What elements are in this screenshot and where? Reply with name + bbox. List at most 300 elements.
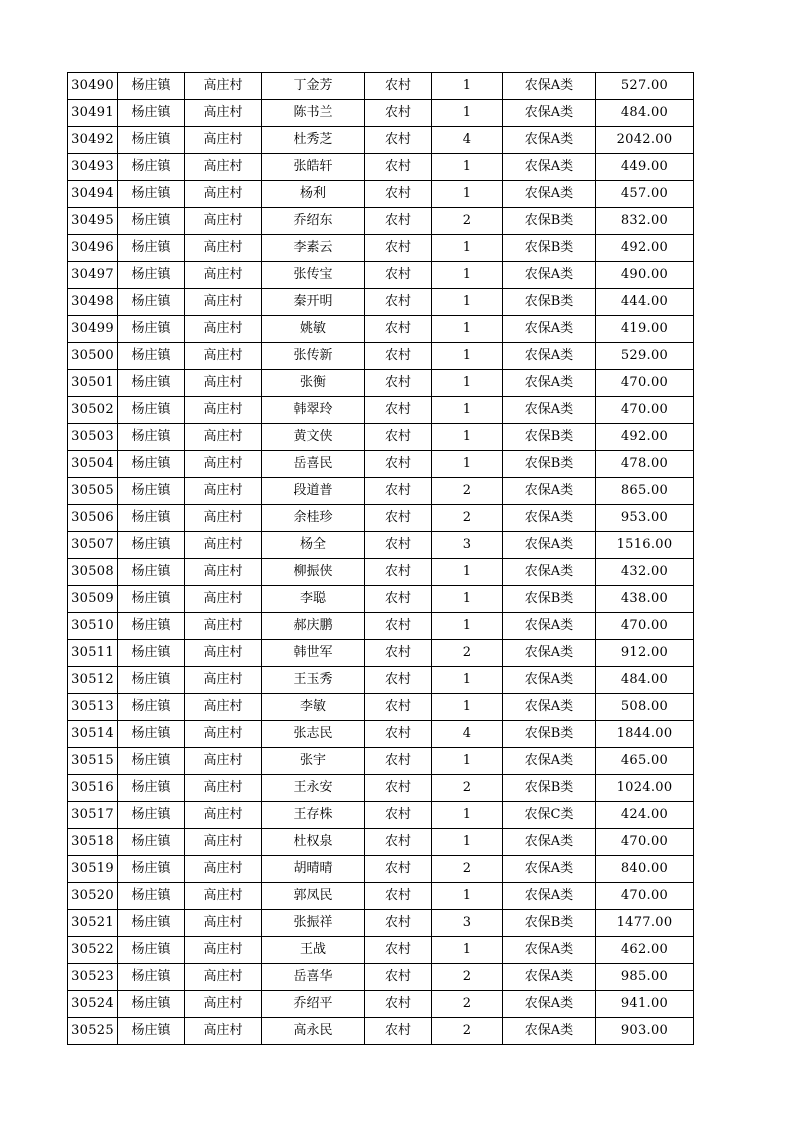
village-cell: 高庄村 (185, 1018, 262, 1045)
member-count-cell: 1 (432, 73, 503, 100)
table-row (68, 856, 694, 883)
serial-cell: 30516 (68, 775, 118, 802)
name-cell: 张皓轩 (262, 154, 365, 181)
table-row (68, 991, 694, 1018)
table-row (68, 505, 694, 532)
amount-cell: 465.00 (596, 748, 694, 775)
subsidy-table (67, 72, 694, 1045)
name-cell: 张宇 (262, 748, 365, 775)
amount-cell: 840.00 (596, 856, 694, 883)
table-row (68, 208, 694, 235)
amount-cell: 865.00 (596, 478, 694, 505)
table-row (68, 370, 694, 397)
table-row (68, 397, 694, 424)
household-type-cell: 农村 (365, 478, 432, 505)
town-cell: 杨庄镇 (118, 991, 185, 1018)
member-count-cell: 2 (432, 640, 503, 667)
serial-cell: 30517 (68, 802, 118, 829)
table-row (68, 424, 694, 451)
amount-cell: 985.00 (596, 964, 694, 991)
household-type-cell: 农村 (365, 343, 432, 370)
town-cell: 杨庄镇 (118, 937, 185, 964)
amount-cell: 470.00 (596, 397, 694, 424)
table-row (68, 532, 694, 559)
category-cell: 农保A类 (503, 964, 596, 991)
category-cell: 农保A类 (503, 559, 596, 586)
name-cell: 陈书兰 (262, 100, 365, 127)
name-cell: 段道普 (262, 478, 365, 505)
village-cell: 高庄村 (185, 910, 262, 937)
town-cell: 杨庄镇 (118, 397, 185, 424)
household-type-cell: 农村 (365, 721, 432, 748)
household-type-cell: 农村 (365, 640, 432, 667)
serial-cell: 30502 (68, 397, 118, 424)
village-cell: 高庄村 (185, 316, 262, 343)
table-row (68, 235, 694, 262)
household-type-cell: 农村 (365, 748, 432, 775)
serial-cell: 30492 (68, 127, 118, 154)
name-cell: 张志民 (262, 721, 365, 748)
village-cell: 高庄村 (185, 640, 262, 667)
village-cell: 高庄村 (185, 667, 262, 694)
village-cell: 高庄村 (185, 829, 262, 856)
household-type-cell: 农村 (365, 937, 432, 964)
amount-cell: 438.00 (596, 586, 694, 613)
town-cell: 杨庄镇 (118, 910, 185, 937)
category-cell: 农保A类 (503, 100, 596, 127)
household-type-cell: 农村 (365, 829, 432, 856)
table-row (68, 559, 694, 586)
household-type-cell: 农村 (365, 559, 432, 586)
name-cell: 韩翠玲 (262, 397, 365, 424)
member-count-cell: 1 (432, 370, 503, 397)
name-cell: 杜秀芝 (262, 127, 365, 154)
amount-cell: 470.00 (596, 613, 694, 640)
household-type-cell: 农村 (365, 694, 432, 721)
town-cell: 杨庄镇 (118, 316, 185, 343)
member-count-cell: 1 (432, 154, 503, 181)
household-type-cell: 农村 (365, 370, 432, 397)
member-count-cell: 2 (432, 775, 503, 802)
name-cell: 乔绍东 (262, 208, 365, 235)
category-cell: 农保B类 (503, 289, 596, 316)
household-type-cell: 农村 (365, 208, 432, 235)
household-type-cell: 农村 (365, 802, 432, 829)
category-cell: 农保A类 (503, 370, 596, 397)
town-cell: 杨庄镇 (118, 532, 185, 559)
town-cell: 杨庄镇 (118, 262, 185, 289)
village-cell: 高庄村 (185, 73, 262, 100)
amount-cell: 953.00 (596, 505, 694, 532)
member-count-cell: 1 (432, 937, 503, 964)
town-cell: 杨庄镇 (118, 208, 185, 235)
village-cell: 高庄村 (185, 127, 262, 154)
household-type-cell: 农村 (365, 991, 432, 1018)
amount-cell: 470.00 (596, 883, 694, 910)
amount-cell: 444.00 (596, 289, 694, 316)
name-cell: 秦开明 (262, 289, 365, 316)
village-cell: 高庄村 (185, 451, 262, 478)
serial-cell: 30521 (68, 910, 118, 937)
member-count-cell: 2 (432, 478, 503, 505)
table-row (68, 343, 694, 370)
village-cell: 高庄村 (185, 370, 262, 397)
town-cell: 杨庄镇 (118, 802, 185, 829)
town-cell: 杨庄镇 (118, 856, 185, 883)
category-cell: 农保A类 (503, 73, 596, 100)
serial-cell: 30503 (68, 424, 118, 451)
town-cell: 杨庄镇 (118, 694, 185, 721)
village-cell: 高庄村 (185, 613, 262, 640)
category-cell: 农保A类 (503, 856, 596, 883)
amount-cell: 470.00 (596, 370, 694, 397)
name-cell: 丁金芳 (262, 73, 365, 100)
table-row (68, 154, 694, 181)
table-row (68, 883, 694, 910)
village-cell: 高庄村 (185, 532, 262, 559)
table-row (68, 262, 694, 289)
serial-cell: 30496 (68, 235, 118, 262)
amount-cell: 424.00 (596, 802, 694, 829)
table-row (68, 316, 694, 343)
town-cell: 杨庄镇 (118, 829, 185, 856)
household-type-cell: 农村 (365, 964, 432, 991)
serial-cell: 30506 (68, 505, 118, 532)
village-cell: 高庄村 (185, 478, 262, 505)
member-count-cell: 1 (432, 235, 503, 262)
member-count-cell: 1 (432, 397, 503, 424)
serial-cell: 30491 (68, 100, 118, 127)
village-cell: 高庄村 (185, 883, 262, 910)
village-cell: 高庄村 (185, 721, 262, 748)
category-cell: 农保A类 (503, 478, 596, 505)
name-cell: 张传新 (262, 343, 365, 370)
member-count-cell: 1 (432, 829, 503, 856)
serial-cell: 30525 (68, 1018, 118, 1045)
amount-cell: 457.00 (596, 181, 694, 208)
table-row (68, 451, 694, 478)
amount-cell: 508.00 (596, 694, 694, 721)
household-type-cell: 农村 (365, 127, 432, 154)
member-count-cell: 2 (432, 208, 503, 235)
town-cell: 杨庄镇 (118, 343, 185, 370)
serial-cell: 30523 (68, 964, 118, 991)
household-type-cell: 农村 (365, 154, 432, 181)
amount-cell: 832.00 (596, 208, 694, 235)
member-count-cell: 1 (432, 100, 503, 127)
village-cell: 高庄村 (185, 424, 262, 451)
serial-cell: 30519 (68, 856, 118, 883)
household-type-cell: 农村 (365, 316, 432, 343)
household-type-cell: 农村 (365, 73, 432, 100)
amount-cell: 1477.00 (596, 910, 694, 937)
name-cell: 姚敏 (262, 316, 365, 343)
serial-cell: 30501 (68, 370, 118, 397)
amount-cell: 1844.00 (596, 721, 694, 748)
town-cell: 杨庄镇 (118, 370, 185, 397)
name-cell: 王战 (262, 937, 365, 964)
village-cell: 高庄村 (185, 289, 262, 316)
village-cell: 高庄村 (185, 505, 262, 532)
town-cell: 杨庄镇 (118, 586, 185, 613)
serial-cell: 30518 (68, 829, 118, 856)
table-row (68, 586, 694, 613)
town-cell: 杨庄镇 (118, 478, 185, 505)
household-type-cell: 农村 (365, 667, 432, 694)
member-count-cell: 1 (432, 748, 503, 775)
serial-cell: 30490 (68, 73, 118, 100)
amount-cell: 484.00 (596, 100, 694, 127)
serial-cell: 30522 (68, 937, 118, 964)
serial-cell: 30524 (68, 991, 118, 1018)
category-cell: 农保B类 (503, 586, 596, 613)
table-row (68, 721, 694, 748)
name-cell: 杨全 (262, 532, 365, 559)
town-cell: 杨庄镇 (118, 748, 185, 775)
table-row (68, 100, 694, 127)
name-cell: 黄文侠 (262, 424, 365, 451)
village-cell: 高庄村 (185, 991, 262, 1018)
category-cell: 农保B类 (503, 235, 596, 262)
name-cell: 王永安 (262, 775, 365, 802)
name-cell: 岳喜民 (262, 451, 365, 478)
household-type-cell: 农村 (365, 100, 432, 127)
household-type-cell: 农村 (365, 856, 432, 883)
amount-cell: 484.00 (596, 667, 694, 694)
member-count-cell: 1 (432, 181, 503, 208)
table-row (68, 802, 694, 829)
member-count-cell: 3 (432, 910, 503, 937)
village-cell: 高庄村 (185, 100, 262, 127)
member-count-cell: 2 (432, 991, 503, 1018)
name-cell: 张衡 (262, 370, 365, 397)
village-cell: 高庄村 (185, 856, 262, 883)
household-type-cell: 农村 (365, 262, 432, 289)
table-row (68, 613, 694, 640)
name-cell: 韩世军 (262, 640, 365, 667)
town-cell: 杨庄镇 (118, 667, 185, 694)
serial-cell: 30500 (68, 343, 118, 370)
member-count-cell: 1 (432, 694, 503, 721)
member-count-cell: 1 (432, 289, 503, 316)
amount-cell: 1024.00 (596, 775, 694, 802)
category-cell: 农保A类 (503, 640, 596, 667)
table-row (68, 640, 694, 667)
village-cell: 高庄村 (185, 802, 262, 829)
household-type-cell: 农村 (365, 775, 432, 802)
household-type-cell: 农村 (365, 532, 432, 559)
serial-cell: 30512 (68, 667, 118, 694)
amount-cell: 492.00 (596, 424, 694, 451)
village-cell: 高庄村 (185, 775, 262, 802)
serial-cell: 30507 (68, 532, 118, 559)
town-cell: 杨庄镇 (118, 559, 185, 586)
household-type-cell: 农村 (365, 586, 432, 613)
household-type-cell: 农村 (365, 1018, 432, 1045)
table-row (68, 181, 694, 208)
table-row (68, 478, 694, 505)
table-body (68, 73, 694, 1045)
serial-cell: 30520 (68, 883, 118, 910)
name-cell: 张振祥 (262, 910, 365, 937)
name-cell: 杜权泉 (262, 829, 365, 856)
name-cell: 张传宝 (262, 262, 365, 289)
serial-cell: 30505 (68, 478, 118, 505)
table-row (68, 775, 694, 802)
category-cell: 农保A类 (503, 532, 596, 559)
category-cell: 农保A类 (503, 991, 596, 1018)
category-cell: 农保B类 (503, 451, 596, 478)
household-type-cell: 农村 (365, 505, 432, 532)
name-cell: 郝庆鹏 (262, 613, 365, 640)
village-cell: 高庄村 (185, 181, 262, 208)
serial-cell: 30499 (68, 316, 118, 343)
amount-cell: 1516.00 (596, 532, 694, 559)
amount-cell: 470.00 (596, 829, 694, 856)
member-count-cell: 2 (432, 505, 503, 532)
table-row (68, 667, 694, 694)
table-row (68, 694, 694, 721)
town-cell: 杨庄镇 (118, 721, 185, 748)
category-cell: 农保A类 (503, 937, 596, 964)
household-type-cell: 农村 (365, 181, 432, 208)
serial-cell: 30513 (68, 694, 118, 721)
category-cell: 农保A类 (503, 127, 596, 154)
village-cell: 高庄村 (185, 154, 262, 181)
member-count-cell: 2 (432, 856, 503, 883)
town-cell: 杨庄镇 (118, 181, 185, 208)
category-cell: 农保B类 (503, 208, 596, 235)
serial-cell: 30511 (68, 640, 118, 667)
household-type-cell: 农村 (365, 910, 432, 937)
table-row (68, 964, 694, 991)
table-row (68, 1018, 694, 1045)
member-count-cell: 1 (432, 613, 503, 640)
amount-cell: 903.00 (596, 1018, 694, 1045)
household-type-cell: 农村 (365, 235, 432, 262)
village-cell: 高庄村 (185, 748, 262, 775)
member-count-cell: 2 (432, 964, 503, 991)
village-cell: 高庄村 (185, 694, 262, 721)
village-cell: 高庄村 (185, 235, 262, 262)
category-cell: 农保A类 (503, 316, 596, 343)
town-cell: 杨庄镇 (118, 235, 185, 262)
name-cell: 余桂珍 (262, 505, 365, 532)
town-cell: 杨庄镇 (118, 964, 185, 991)
category-cell: 农保A类 (503, 829, 596, 856)
member-count-cell: 1 (432, 262, 503, 289)
member-count-cell: 3 (432, 532, 503, 559)
town-cell: 杨庄镇 (118, 154, 185, 181)
category-cell: 农保B类 (503, 424, 596, 451)
category-cell: 农保A类 (503, 883, 596, 910)
name-cell: 李素云 (262, 235, 365, 262)
amount-cell: 462.00 (596, 937, 694, 964)
town-cell: 杨庄镇 (118, 127, 185, 154)
village-cell: 高庄村 (185, 262, 262, 289)
serial-cell: 30497 (68, 262, 118, 289)
category-cell: 农保A类 (503, 748, 596, 775)
town-cell: 杨庄镇 (118, 100, 185, 127)
name-cell: 王玉秀 (262, 667, 365, 694)
name-cell: 杨利 (262, 181, 365, 208)
serial-cell: 30508 (68, 559, 118, 586)
town-cell: 杨庄镇 (118, 505, 185, 532)
village-cell: 高庄村 (185, 586, 262, 613)
serial-cell: 30495 (68, 208, 118, 235)
category-cell: 农保A类 (503, 1018, 596, 1045)
name-cell: 李敏 (262, 694, 365, 721)
category-cell: 农保C类 (503, 802, 596, 829)
member-count-cell: 1 (432, 802, 503, 829)
name-cell: 乔绍平 (262, 991, 365, 1018)
town-cell: 杨庄镇 (118, 613, 185, 640)
table-row (68, 829, 694, 856)
town-cell: 杨庄镇 (118, 1018, 185, 1045)
table-row (68, 73, 694, 100)
village-cell: 高庄村 (185, 559, 262, 586)
town-cell: 杨庄镇 (118, 289, 185, 316)
town-cell: 杨庄镇 (118, 424, 185, 451)
amount-cell: 941.00 (596, 991, 694, 1018)
serial-cell: 30510 (68, 613, 118, 640)
category-cell: 农保A类 (503, 613, 596, 640)
member-count-cell: 4 (432, 721, 503, 748)
serial-cell: 30514 (68, 721, 118, 748)
village-cell: 高庄村 (185, 937, 262, 964)
category-cell: 农保A类 (503, 154, 596, 181)
household-type-cell: 农村 (365, 451, 432, 478)
amount-cell: 432.00 (596, 559, 694, 586)
category-cell: 农保A类 (503, 181, 596, 208)
table-row (68, 748, 694, 775)
table-row (68, 910, 694, 937)
name-cell: 高永民 (262, 1018, 365, 1045)
village-cell: 高庄村 (185, 964, 262, 991)
household-type-cell: 农村 (365, 883, 432, 910)
category-cell: 农保A类 (503, 343, 596, 370)
member-count-cell: 2 (432, 1018, 503, 1045)
amount-cell: 419.00 (596, 316, 694, 343)
amount-cell: 449.00 (596, 154, 694, 181)
serial-cell: 30515 (68, 748, 118, 775)
amount-cell: 490.00 (596, 262, 694, 289)
table-row (68, 289, 694, 316)
category-cell: 农保B类 (503, 775, 596, 802)
member-count-cell: 1 (432, 883, 503, 910)
village-cell: 高庄村 (185, 343, 262, 370)
household-type-cell: 农村 (365, 424, 432, 451)
serial-cell: 30509 (68, 586, 118, 613)
name-cell: 王存株 (262, 802, 365, 829)
category-cell: 农保A类 (503, 694, 596, 721)
town-cell: 杨庄镇 (118, 73, 185, 100)
serial-cell: 30494 (68, 181, 118, 208)
name-cell: 柳振侠 (262, 559, 365, 586)
village-cell: 高庄村 (185, 208, 262, 235)
category-cell: 农保B类 (503, 721, 596, 748)
town-cell: 杨庄镇 (118, 640, 185, 667)
table-row (68, 937, 694, 964)
member-count-cell: 1 (432, 316, 503, 343)
serial-cell: 30493 (68, 154, 118, 181)
amount-cell: 492.00 (596, 235, 694, 262)
table-row (68, 127, 694, 154)
category-cell: 农保A类 (503, 397, 596, 424)
category-cell: 农保A类 (503, 505, 596, 532)
household-type-cell: 农村 (365, 397, 432, 424)
member-count-cell: 1 (432, 586, 503, 613)
